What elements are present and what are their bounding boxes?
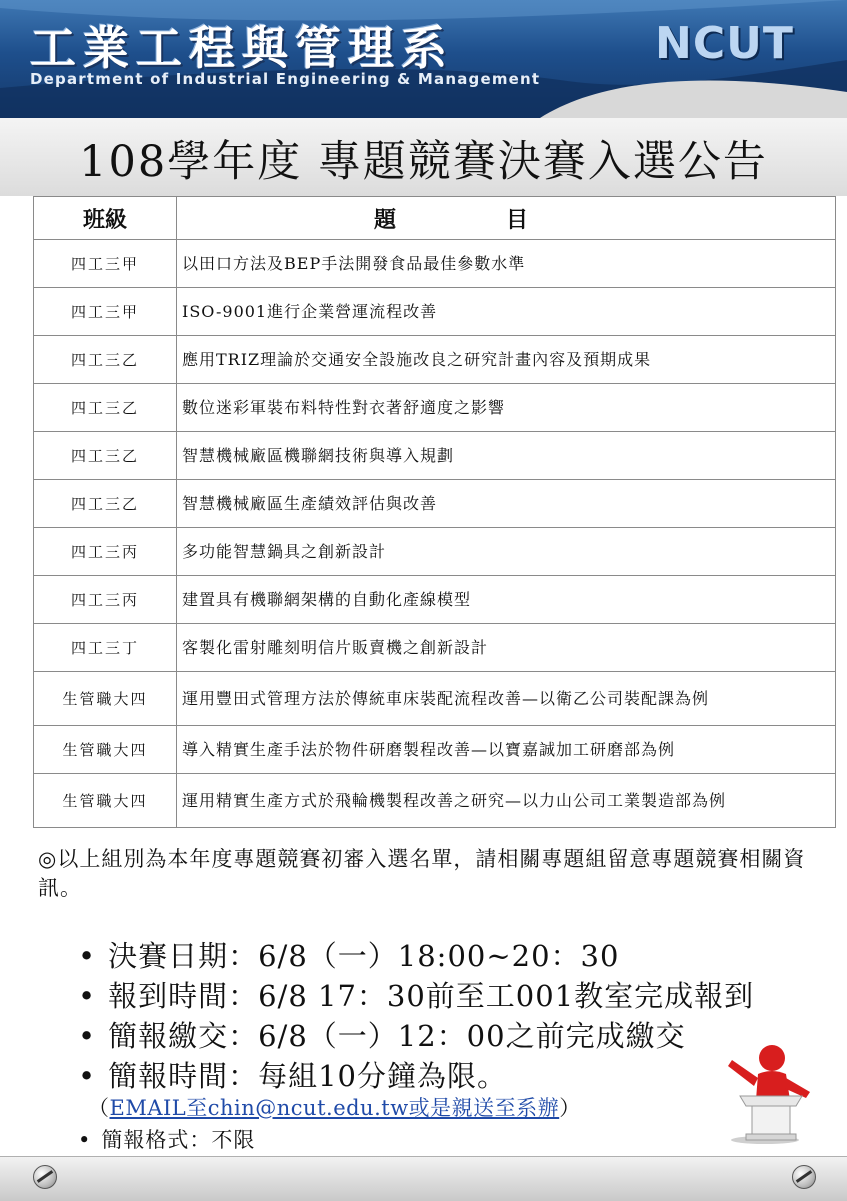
header-banner <box>0 0 847 118</box>
row-topic: 運用豐田式管理方法於傳統車床裝配流程改善—以衛乙公司裝配課為例 <box>177 672 836 726</box>
table-row <box>34 480 836 528</box>
email-open-paren: （ <box>88 1096 110 1120</box>
row-topic: 數位迷彩軍裝布料特性對衣著舒適度之影響 <box>177 384 836 432</box>
check-in-item: • 報到時間：6/8 17：30前至工001教室完成報到 <box>78 976 798 1016</box>
row-topic: 建置具有機聯網架構的自動化產線模型 <box>177 576 836 624</box>
row-class: 生管職大四 <box>34 726 177 774</box>
row-topic: 客製化雷射雕刻明信片販賣機之創新設計 <box>177 624 836 672</box>
row-class: 四工三甲 <box>34 240 177 288</box>
screw-left-icon <box>33 1165 57 1189</box>
speaker-podium-icon <box>710 1040 820 1144</box>
page-title: 108學年度 專題競賽決賽入選公告 <box>79 137 768 187</box>
row-topic: 多功能智慧鍋具之創新設計 <box>177 528 836 576</box>
table-row <box>34 432 836 480</box>
table-header-row <box>34 197 836 240</box>
table-row <box>34 240 836 288</box>
table-row <box>34 726 836 774</box>
table-row <box>34 774 836 828</box>
row-class: 四工三乙 <box>34 384 177 432</box>
row-class: 四工三甲 <box>34 288 177 336</box>
table-row <box>34 624 836 672</box>
row-class: 四工三乙 <box>34 432 177 480</box>
final-date-item: • 決賽日期：6/8（一）18:00~20：30 <box>78 936 798 976</box>
row-class: 四工三乙 <box>34 336 177 384</box>
event-info-list <box>78 936 798 1096</box>
row-class: 四工三丙 <box>34 528 177 576</box>
row-class: 四工三乙 <box>34 480 177 528</box>
screw-right-icon <box>792 1165 816 1189</box>
row-topic: 導入精實生產手法於物件研磨製程改善—以寶嘉誠加工研磨部為例 <box>177 726 836 774</box>
ncut-logo: NCUT <box>655 18 794 69</box>
row-topic: 運用精實生產方式於飛輪機製程改善之研究—以力山公司工業製造部為例 <box>177 774 836 828</box>
column-header-topic <box>177 197 836 240</box>
table-row <box>34 384 836 432</box>
row-topic: 智慧機械廠區機聯網技術與導入規劃 <box>177 432 836 480</box>
row-topic: ISO-9001進行企業營運流程改善 <box>177 288 836 336</box>
row-class: 生管職大四 <box>34 672 177 726</box>
finalists-table <box>33 196 836 828</box>
row-class: 四工三丁 <box>34 624 177 672</box>
department-name-zh: 工業工程與管理系 <box>30 21 454 75</box>
table-row <box>34 288 836 336</box>
row-class: 生管職大四 <box>34 774 177 828</box>
email-close-paren: ） <box>559 1096 581 1120</box>
row-topic: 以田口方法及BEP手法開發食品最佳參數水準 <box>177 240 836 288</box>
notice-text: ◎以上組別為本年度專題競賽初審入選名單，請相關專題組留意專題競賽相關資訊。 <box>38 847 806 900</box>
row-topic: 智慧機械廠區生產績效評估與改善 <box>177 480 836 528</box>
footer-bar <box>0 1156 847 1201</box>
table-row <box>34 336 836 384</box>
email-link[interactable]: EMAIL至chin@ncut.edu.tw或是親送至系辦 <box>109 1096 560 1120</box>
slides-due-item: • 簡報繳交：6/8（一）12：00之前完成繳交 <box>78 1016 798 1056</box>
slide-format-item: • 簡報格式：不限 <box>78 1124 255 1154</box>
row-class: 四工三丙 <box>34 576 177 624</box>
talk-time-item: • 簡報時間：每組10分鐘為限。 <box>78 1056 798 1096</box>
table-row <box>34 528 836 576</box>
department-name-en: Department of Industrial Engineering & Management <box>30 70 541 88</box>
table-row <box>34 576 836 624</box>
email-instruction <box>88 1092 581 1122</box>
column-header-class: 班級 <box>34 197 177 240</box>
table-row <box>34 672 836 726</box>
row-topic: 應用TRIZ理論於交通安全設施改良之研究計畫內容及預期成果 <box>177 336 836 384</box>
column-header-topic-label: 題目 <box>373 206 638 233</box>
